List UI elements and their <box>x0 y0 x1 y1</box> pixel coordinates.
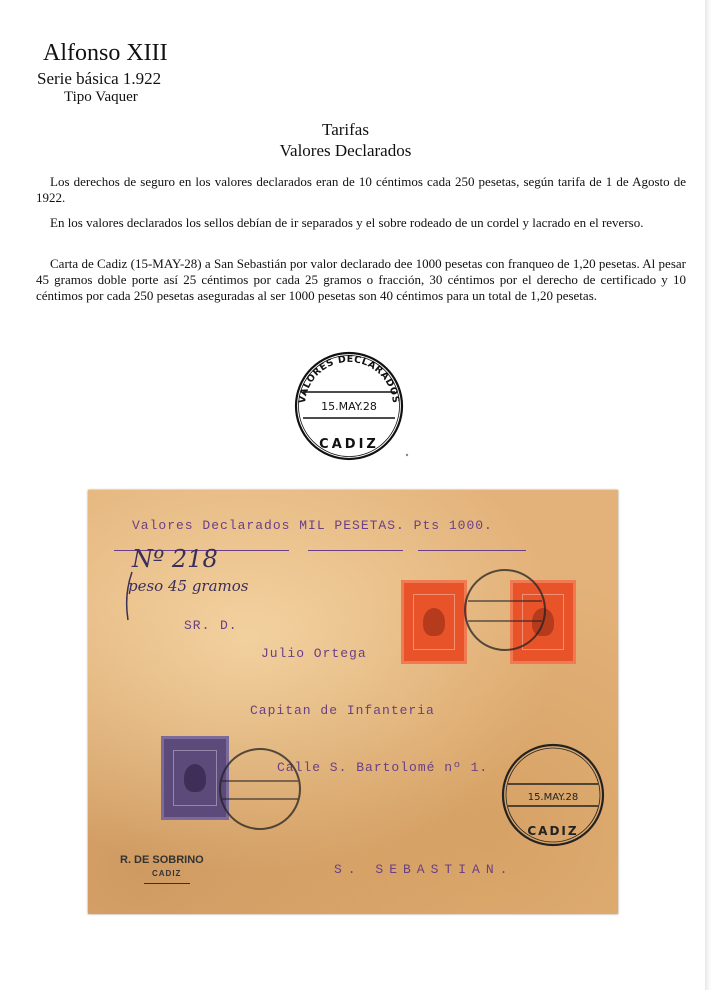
postmark-city: CADIZ <box>319 437 379 452</box>
sender-name: R. DE SOBRINO <box>120 854 204 866</box>
addressee-name: Julio Ortega <box>261 646 367 661</box>
page-subtitle: Serie básica 1.922 <box>37 69 162 88</box>
postmark-arc-text: VALORES DECLARADOS <box>296 353 402 405</box>
page-type: Tipo Vaquer <box>64 89 138 105</box>
page-edge <box>705 0 711 990</box>
paragraph-stamps: En los valores declarados los sellos debían de ir separados y el sobre rodeado de un cordel y lacrado en el reverso. <box>50 215 644 230</box>
sender-city: CADIZ <box>152 869 182 878</box>
portrait-icon <box>423 608 445 636</box>
postmark-violet-stamp <box>216 745 304 833</box>
svg-text:CADIZ: CADIZ <box>527 824 579 838</box>
bracket-mark <box>122 570 134 622</box>
declared-value-heading: Valores Declarados MIL PESETAS. Pts 1000. <box>132 518 493 533</box>
portrait-icon <box>184 764 206 792</box>
postmark-date: 15.MAY.28 <box>321 400 377 413</box>
heading-underline <box>418 550 526 551</box>
addressee-city: S. SEBASTIAN. <box>334 862 514 877</box>
registration-number: Nº 218 <box>132 545 218 573</box>
postmark-cover <box>498 740 608 850</box>
postmark-enlarged <box>283 348 413 463</box>
weight-note: peso 45 gramos <box>128 577 249 595</box>
paragraph-letter: Carta de Cadiz (15-MAY-28) a San Sebastián por valor declarado dee 1000 pesetas con franqueo de 1,20 pesetas. Al pesar 45 gramos doble porte así 25 céntimos por cada 25 gramos o fracción, 30 céntimos por el derecho de certificado y 10 céntimos por cada 250 pesetas aseguradas al ser 1000 pesetas son 40 céntimos para un total de 1,20 pesetas. <box>36 256 686 303</box>
stamp-red-1 <box>401 580 467 664</box>
salutation-d: D. <box>220 618 238 633</box>
heading-underline <box>308 550 403 551</box>
postmark-on-stamps <box>460 565 550 655</box>
page-title: Alfonso XIII <box>43 40 168 66</box>
sender-underline <box>144 883 190 884</box>
svg-text:15.MAY.28: 15.MAY.28 <box>527 792 579 803</box>
envelope-cover <box>88 490 618 914</box>
salutation: SR. <box>184 618 211 633</box>
section-subtitle: Valores Declarados <box>279 141 412 160</box>
paragraph-insurance: Los derechos de seguro en los valores declarados eran de 10 céntimos cada 250 pesetas, según tarifa de 1 de Agosto de 1922. <box>36 174 686 205</box>
addressee-street: Calle S. Bartolomé nº 1. <box>277 760 489 775</box>
section-title: Tarifas <box>322 120 369 139</box>
addressee-rank: Capitan de Infanteria <box>250 703 435 718</box>
